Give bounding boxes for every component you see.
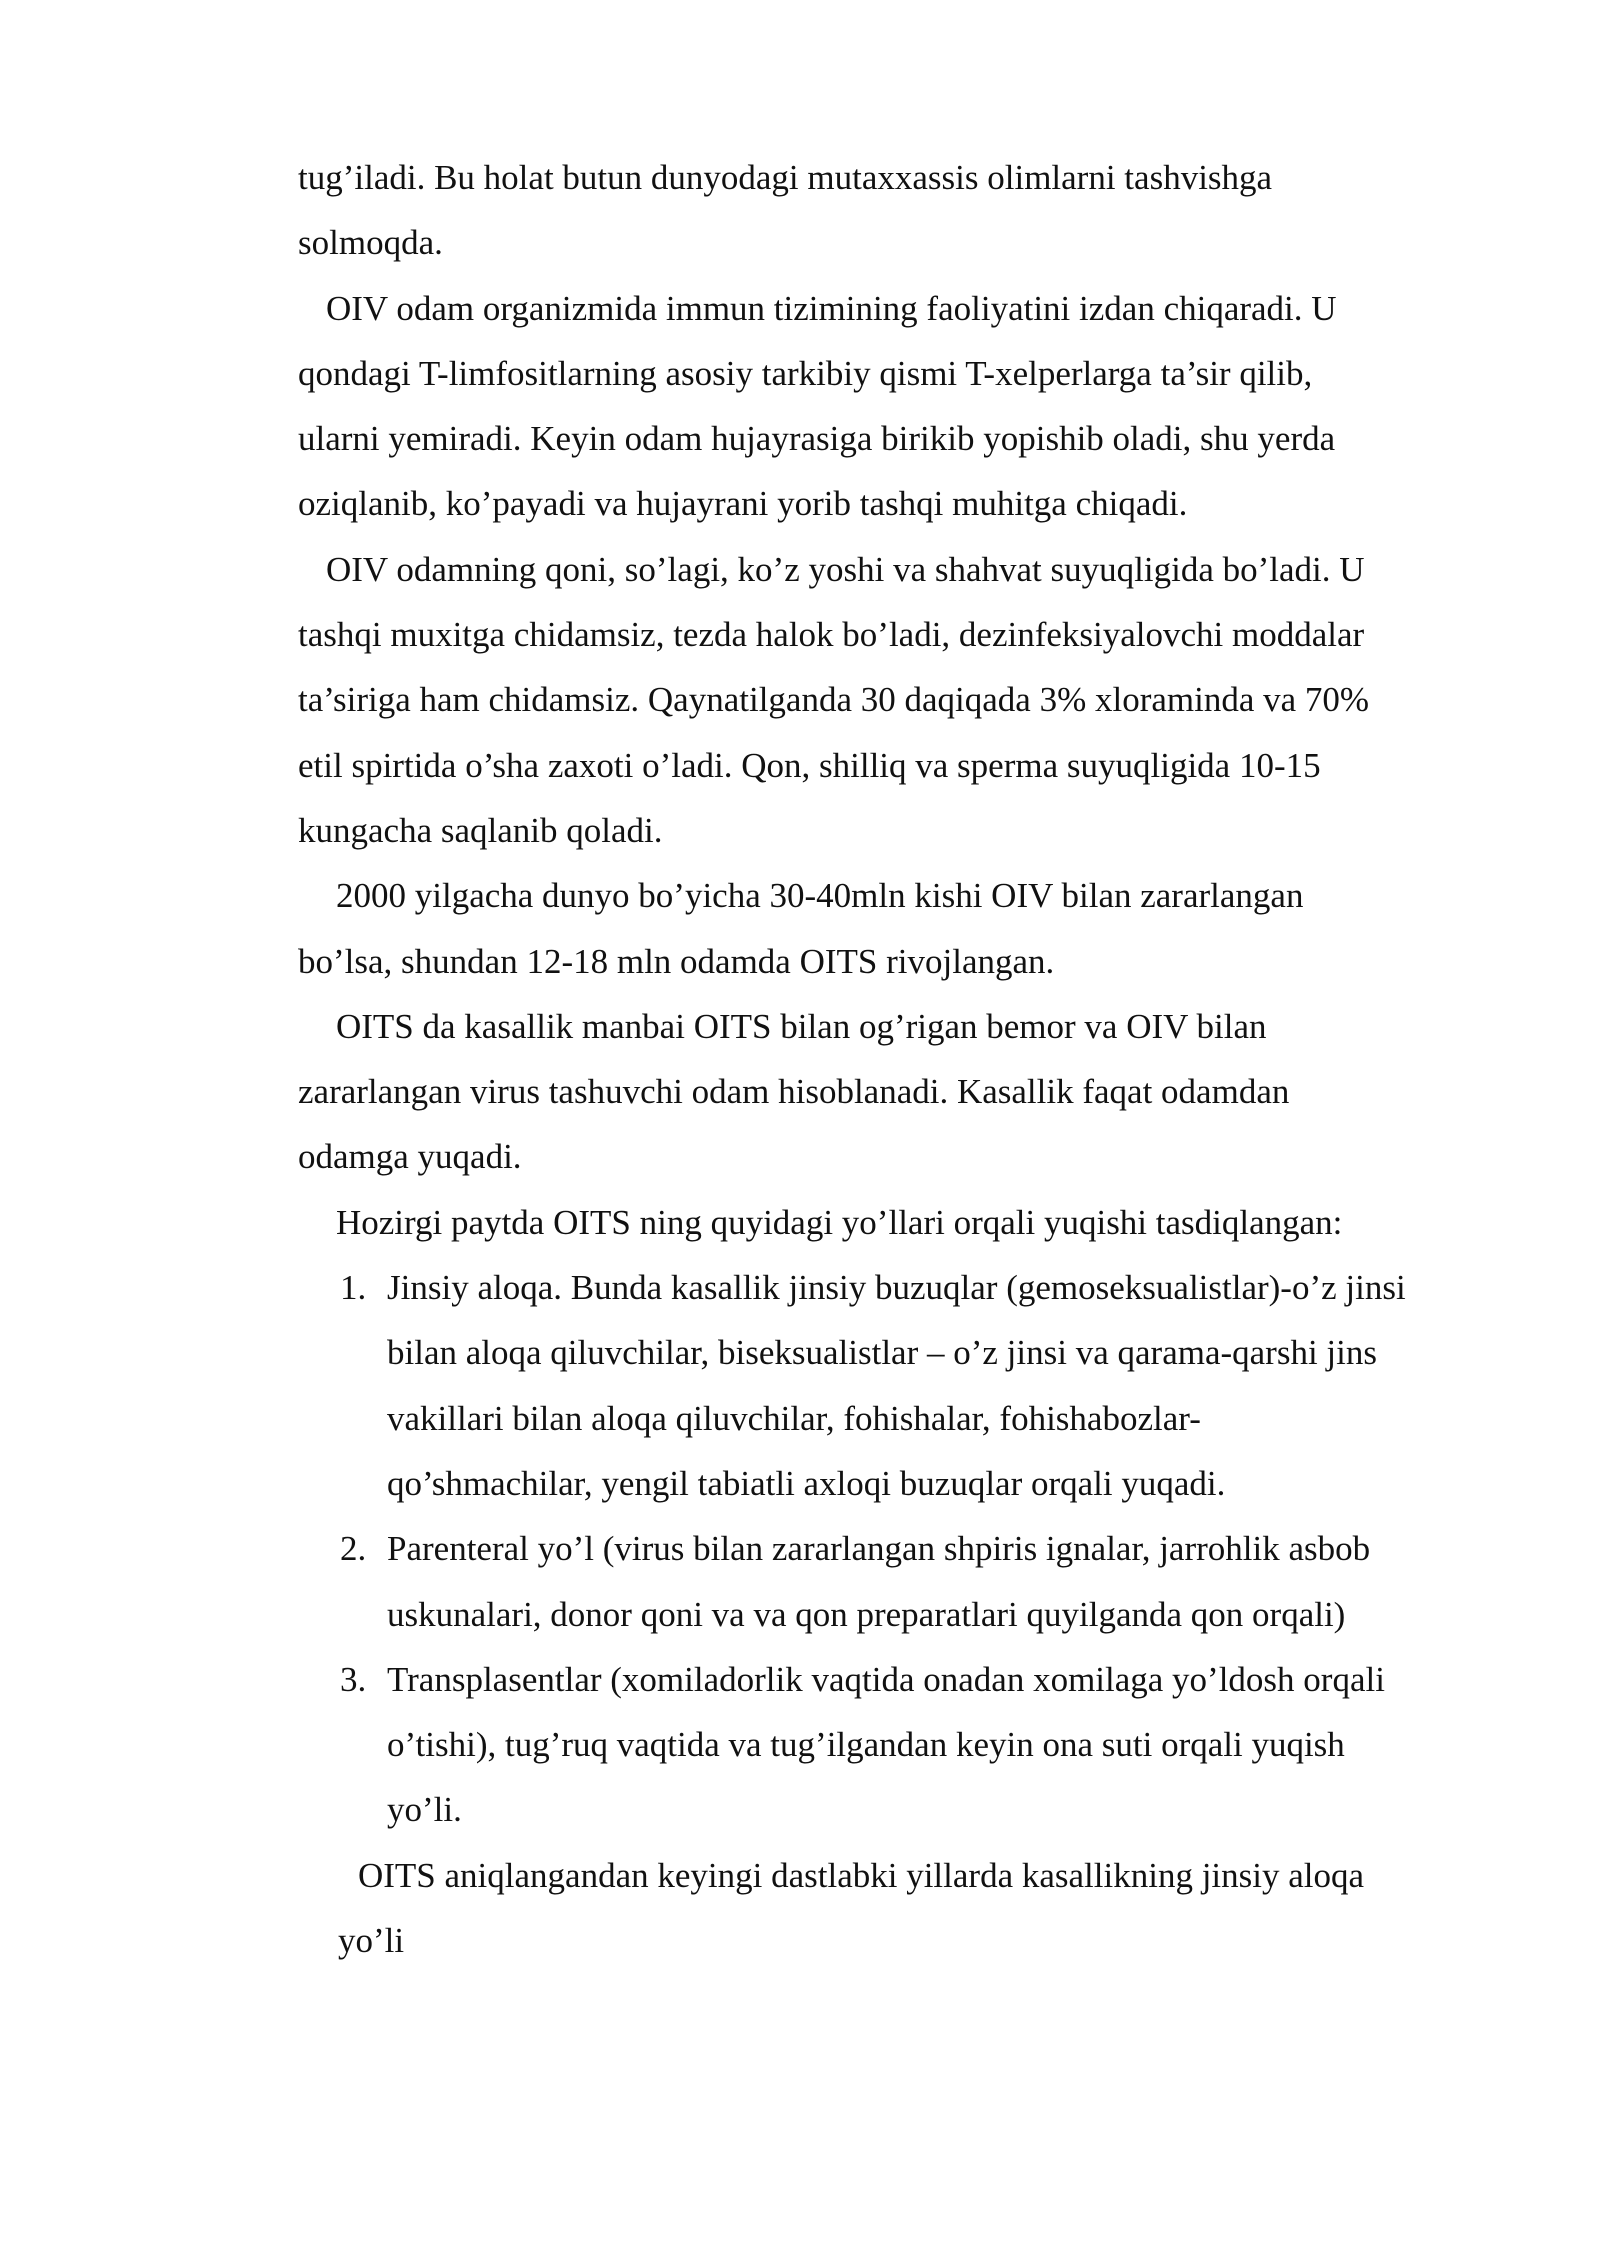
paragraph-line: OIV odamning qoni, so’lagi, ko’z yoshi va shahvat suyuqligida bo’ladi. U: [326, 549, 1365, 589]
list-item-line: bilan aloqa qiluvchilar, biseksualistlar – o’z jinsi va qarama-qarshi jins: [387, 1333, 1377, 1373]
list-item-number: 3.: [340, 1659, 367, 1699]
text-line: solmoqda.: [298, 223, 443, 263]
text-line: tashqi muxitga chidamsiz, tezda halok bo’ladi, dezinfeksiyalovchi moddalar: [298, 615, 1365, 655]
text-line: bo’lsa, shundan 12-18 mln odamda OITS rivojlangan.: [298, 941, 1055, 981]
paragraph-line: OITS aniqlangandan keyingi dastlabki yillarda kasallikning jinsiy aloqa: [358, 1855, 1365, 1895]
text-line: oziqlanib, ko’payadi va hujayrani yorib tashqi muhitga chiqadi.: [298, 484, 1188, 524]
list-item-line: Parenteral yo’l (virus bilan zararlangan shpiris ignalar, jarrohlik asbob: [387, 1529, 1371, 1569]
list-item: [298, 1516, 1498, 1647]
text-line: odamga yuqadi.: [298, 1137, 522, 1177]
numbered-list: [298, 1255, 1498, 1843]
list-item: [298, 1647, 1498, 1843]
list-item-line: qo’shmachilar, yengil tabiatli axloqi buzuqlar orqali yuqadi.: [387, 1463, 1226, 1503]
text-line: zararlangan virus tashuvchi odam hisoblanadi. Kasallik faqat odamdan: [298, 1072, 1290, 1112]
paragraph-line: 2000 yilgacha dunyo bo’yicha 30-40mln kishi OIV bilan zararlangan: [336, 876, 1304, 916]
list-item-line: yo’li.: [387, 1790, 462, 1830]
text-line: yo’li: [338, 1921, 405, 1961]
list-item-line: vakillari bilan aloqa qiluvchilar, fohishalar, fohishabozlar-: [387, 1398, 1201, 1438]
paragraph-line: OITS da kasallik manbai OITS bilan og’rigan bemor va OIV bilan: [336, 1006, 1267, 1046]
text-line: etil spirtida o’sha zaxoti o’ladi. Qon, shilliq va sperma suyuqligida 10-15: [298, 745, 1321, 785]
text-line: kungacha saqlanib qoladi.: [298, 810, 663, 850]
document-body: [298, 145, 1498, 1973]
paragraph-line: OIV odam organizmida immun tizimining faoliyatini izdan chiqaradi. U: [326, 288, 1337, 328]
list-item-line: uskunalari, donor qoni va va qon preparatlari quyilganda qon orqali): [387, 1594, 1346, 1634]
list-item-number: 2.: [340, 1529, 367, 1569]
text-line: qondagi T-limfositlarning asosiy tarkibiy qismi T-xelperlarga ta’sir qilib,: [298, 353, 1313, 393]
list-item-line: Transplasentlar (xomiladorlik vaqtida onadan xomilaga yo’ldosh orqali: [387, 1659, 1385, 1699]
text-line: ularni yemiradi. Keyin odam hujayrasiga birikib yopishib oladi, shu yerda: [298, 419, 1336, 459]
list-item-line: Jinsiy aloqa. Bunda kasallik jinsiy buzuqlar (gemoseksualistlar)-o’z jinsi: [387, 1268, 1406, 1308]
list-item-line: o’tishi), tug’ruq vaqtida va tug’ilgandan keyin ona suti orqali yuqish: [387, 1725, 1345, 1765]
text-line: ta’siriga ham chidamsiz. Qaynatilganda 30 daqiqada 3% xloraminda va 70%: [298, 680, 1370, 720]
list-item-number: 1.: [340, 1268, 367, 1308]
list-item: [298, 1255, 1498, 1516]
paragraph-line: Hozirgi paytda OITS ning quyidagi yo’llari orqali yuqishi tasdiqlangan:: [336, 1202, 1343, 1242]
text-line: tug’iladi. Bu holat butun dunyodagi mutaxxassis olimlarni tashvishga: [298, 158, 1273, 197]
